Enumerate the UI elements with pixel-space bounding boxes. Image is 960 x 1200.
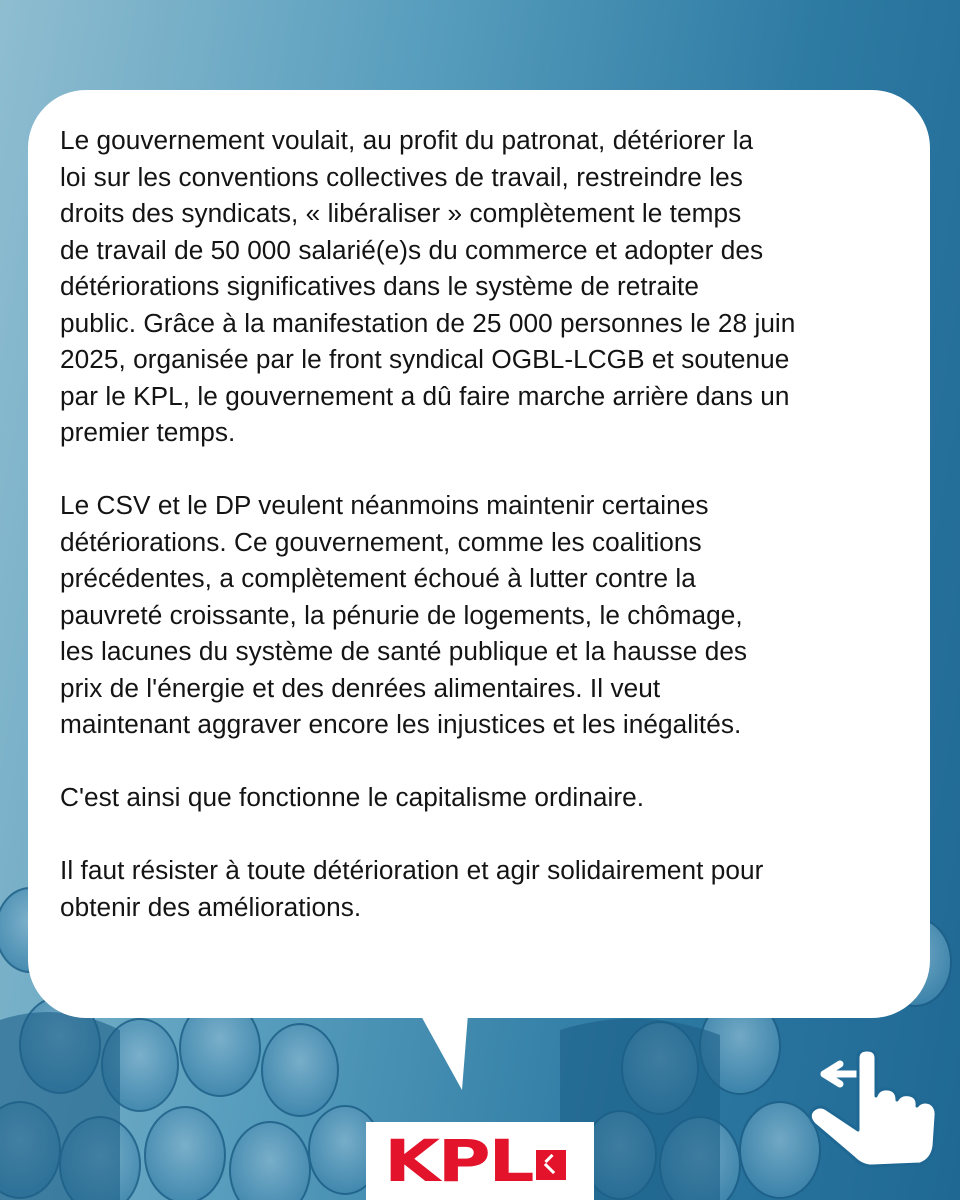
kpl-logo: [366, 1122, 594, 1200]
paragraph-2: Le CSV et le DP veulent néanmoins maintenir certaines détériorations. Ce gouvernement, comme les coalitions précédentes, a complètement échoué à lutter contre la pauvreté croissante, la pénurie de logements, le chômage, les lacunes du système de santé publique et la hausse des prix de l'énergie et des denrées alimentaires. Il veut maintenant aggraver encore les injustices et les inégalités.: [60, 490, 748, 739]
hammer-sickle-icon: [536, 1150, 566, 1180]
logo-text: KPL: [384, 1127, 533, 1195]
paragraph-3: C'est ainsi que fonctionne le capitalisme ordinaire.: [60, 782, 645, 812]
paragraph-4: Il faut résister à toute détérioration et agir solidairement pour obtenir des améliorations.: [60, 855, 764, 922]
swipe-left-hand-icon: [806, 1050, 942, 1170]
paragraph-1: Le gouvernement voulait, au profit du patronat, détériorer la loi sur les conventions collectives de travail, restreindre les droits des syndicats, « libéraliser » complètement le temps de travail de 50 000 salarié(e)s du commerce et adopter des détériorations significatives dans le système de retraite public. Grâce à la manifestation de 25 000 personnes le 28 juin 2025, organisée par le front syndical OGBL-LCGB et soutenue par le KPL, le gouvernement a dû faire marche arrière dans un premier temps.: [60, 125, 796, 447]
speech-bubble: [28, 90, 930, 1018]
